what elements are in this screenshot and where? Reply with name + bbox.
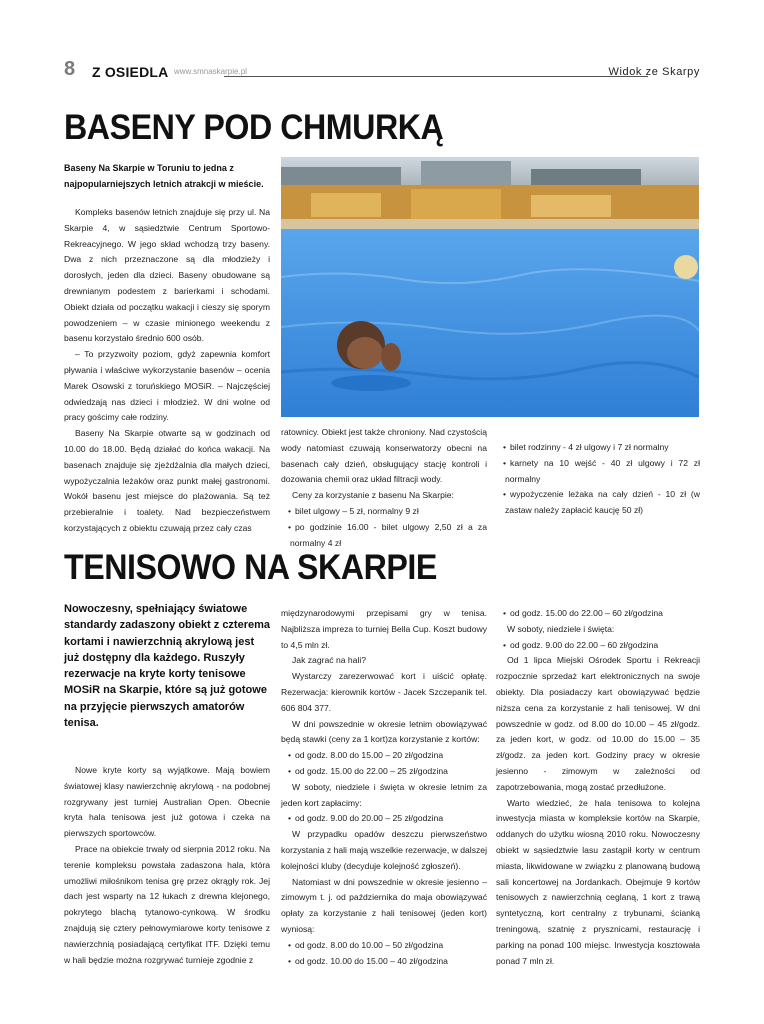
paragraph: Natomiast w dni powszednie w okresie jesienno – zimowym t. j. od października do maja obowiązywać opłaty za korzystanie z hali tenisowej (jeden kort) wyniosą: bbox=[281, 876, 487, 934]
article2-lead: Nowoczesny, spełniający światowe standardy zadaszony obiekt z czterema kortami i nawierzchnią akrylową jest już dostępny dla każdego. Ruszyły rezerwacje na kryte korty tenisowe MOSiR na Skarpie, które są już gotowe na przyjęcie pierwszych amatorów tenisa. bbox=[64, 603, 271, 730]
article1-lead: Baseny Na Skarpie w Toruniu to jedna z najpopularniejszych letnich atrakcji w mieście. bbox=[64, 163, 264, 189]
paragraph: W przypadku opadów deszczu pierwszeństwo korzystania z hali mają wszelkie rezerwacje, w dalszej kolejności kluby (decyduje kolejność zgłoszeń). bbox=[281, 829, 487, 871]
article1-column-3 bbox=[496, 440, 700, 519]
paragraph: Wystarczy zarezerwować kort i uiścić opłatę. Rezerwacja: kierownik kortów - Jacek Szczepanik tel. 606 804 377. bbox=[281, 671, 487, 713]
paragraph: Ceny za korzystanie z basenu Na Skarpie: bbox=[292, 490, 454, 501]
price-item: • po godzinie 16.00 - bilet ulgowy 2,50 zł a za normalny 4 zł bbox=[281, 520, 487, 552]
price-item: • od godz. 15.00 do 22.00 – 60 zł/godzina bbox=[496, 606, 700, 622]
paragraph: Jak zagrać na hali? bbox=[292, 655, 367, 666]
price-item: • od godz. 9.00 do 20.00 – 25 zł/godzina bbox=[281, 811, 487, 827]
article1-column-2 bbox=[281, 425, 487, 551]
price-item: • od godz. 9.00 do 22.00 – 60 zł/godzina bbox=[496, 638, 700, 654]
paragraph: Od 1 lipca Miejski Ośrodek Sportu i Rekreacji rozpocznie sprzedaż kart elektronicznych na swoje obiekty. Dla posiadaczy kart obowiązywać będzie niższa cena za korzystanie z hali tenisowej. W dni powszednie w godz. od 8.00 do 10.00 – 45 zł/godz. za jeden kort, w godz. od 10.00 do 15.00 – 35 zł/godz. za jeden kort. Godziny pracy w okresie jesienno - zimowym w zależności od zapotrzebowania, mogą zostać przedłużone. bbox=[496, 655, 700, 792]
article2-column-1 bbox=[64, 763, 270, 968]
price-item: • wypożyczenie leżaka na cały dzień - 10 zł (w zastaw należy zapłacić kaucję 50 zł) bbox=[496, 487, 700, 519]
price-item: • bilet rodzinny - 4 zł ulgowy i 7 zł normalny bbox=[496, 440, 700, 456]
paragraph: ratownicy. Obiekt jest także chroniony. Nad czystością wody natomiast czuwają konserwatorzy obecni na basenach cały dzień, obsługujący stację kontroli i dozowania chemii oraz układ filtracji wody. bbox=[281, 427, 487, 485]
article1-headline: BASENY POD CHMURKĄ bbox=[64, 108, 444, 147]
article2-column-3 bbox=[496, 606, 700, 969]
price-item: • karnety na 10 wejść - 40 zł ulgowy i 72 zł normalny bbox=[496, 456, 700, 488]
price-item: • od godz. 8.00 do 15.00 – 20 zł/godzina bbox=[281, 748, 487, 764]
paragraph: W soboty, niedziele i święta w okresie letnim za jeden kort zapłacimy: bbox=[281, 781, 487, 808]
magazine-name: Widok ze Skarpy bbox=[608, 66, 700, 78]
paragraph: Baseny Na Skarpie otwarte są w godzinach od 10.00 do 18.00. Będą działać do końca wakacji. Na basenach znajduje się zjeżdżalnia dla małych dzieci, wypożyczalnia leżaków oraz punkt małej gastronomi. Wokół basenu jest miejsce do plażowania. Są też przebieralnie i toalety. Nad bezpieczeństwem korzystających z obiektu czuwają przez cały czas bbox=[64, 428, 270, 533]
article1-column-1 bbox=[64, 205, 270, 537]
paragraph: międzynarodowymi przepisami gry w tenisa. Najbliższa impreza to turniej Bella Cup. Koszt budowy to 4,5 mln zł. bbox=[281, 608, 487, 650]
pool-photo-illustration bbox=[281, 157, 699, 417]
paragraph: Kompleks basenów letnich znajduje się przy ul. Na Skarpie 4, w sąsiedztwie Centrum Sportowo-Rekreacyjnego. W jego skład wchodzą trzy baseny. Dwa z nich przeznaczone są dla młodzieży i dorosłych, jeden dla dzieci. Baseny obudowane są drewnianym podestem z barierkami i schodami. Obiekt działa od początku wakacji i cieszy się sporym powodzeniem – w czasie minionego weekendu z basenu korzystało średnio 600 osób. bbox=[64, 207, 270, 344]
price-item: • bilet ulgowy – 5 zł, normalny 9 zł bbox=[281, 504, 487, 520]
article2-headline: TENISOWO NA SKARPIE bbox=[64, 548, 437, 587]
section-title: Z OSIEDLA bbox=[92, 64, 169, 80]
page-number: 8 bbox=[64, 58, 76, 80]
article2-column-2 bbox=[281, 606, 487, 969]
price-item: • od godz. 15.00 do 22.00 – 25 zł/godzina bbox=[281, 764, 487, 780]
paragraph: – To przyzwoity poziom, gdyż zapewnia komfort pływania i właściwe wykorzystanie basenów – ocenia Marek Osowski z toruńskiego MOSiR. – Najczęściej odwiedzają nas dzieci i młodzież. W dni wolne od pracy gościmy całe rodziny. bbox=[64, 349, 270, 423]
price-item: • od godz. 10.00 do 15.00 – 40 zł/godzina bbox=[281, 954, 487, 970]
price-item: • od godz. 8.00 do 10.00 – 50 zł/godzina bbox=[281, 938, 487, 954]
paragraph: Warto wiedzieć, że hala tenisowa to kolejna inwestycja miasta w kompleksie kortów na Skarpie, oddanych do użytku wiosną 2010 roku. Nowoczesny obiekt w sąsiedztwie lasu zastąpił korty w centrum miasta, likwidowane w związku z planowaną budową sali koncertowej na Jordankach. Obejmuje 9 kortów tenisowych z nawierzchnią ceglaną, 1 kort z trawą syntetyczną, kort centralny z trybunami, ścianką treningową, szatnię z prysznicami, restaurację i parking na ponad 100 miejsc. Inwestycja kosztowała ponad 7 mln zł. bbox=[496, 797, 700, 966]
paragraph: Nowe kryte korty są wyjątkowe. Mają bowiem światowej klasy nawierzchnię akrylową - na podobnej rozgrywany jest turniej Australian Open. Obecnie kryta hala tenisowa jest już gotowa i czeka na pierwszych sportowców. bbox=[64, 765, 270, 839]
paragraph: W soboty, niedziele i święta: bbox=[507, 623, 615, 634]
website-link[interactable]: www.smnaskarpie.pl bbox=[174, 67, 247, 76]
pool-photo bbox=[281, 157, 699, 417]
paragraph: Prace na obiekcie trwały od sierpnia 2012 roku. Na terenie kompleksu powstała zadaszona hala, która umożliwi miłośnikom tenisa grę przez okrągły rok. Jej dach jest wsparty na 12 łukach z drewna klejonego, pokrytego blachą tytanowo-cynkową. W środku znajdują się cztery pełnowymiarowe korty tenisowe z nawierzchnią posiadającą certyfikat ITF. Dzięki temu w hali będzie można rozgrywać turnieje zgodnie z bbox=[64, 843, 270, 965]
page-header bbox=[64, 58, 700, 82]
header-rule bbox=[224, 76, 648, 77]
paragraph: W dni powszednie w okresie letnim obowiązywać będą stawki (ceny za 1 kort)za korzystanie z kortów: bbox=[281, 718, 487, 745]
